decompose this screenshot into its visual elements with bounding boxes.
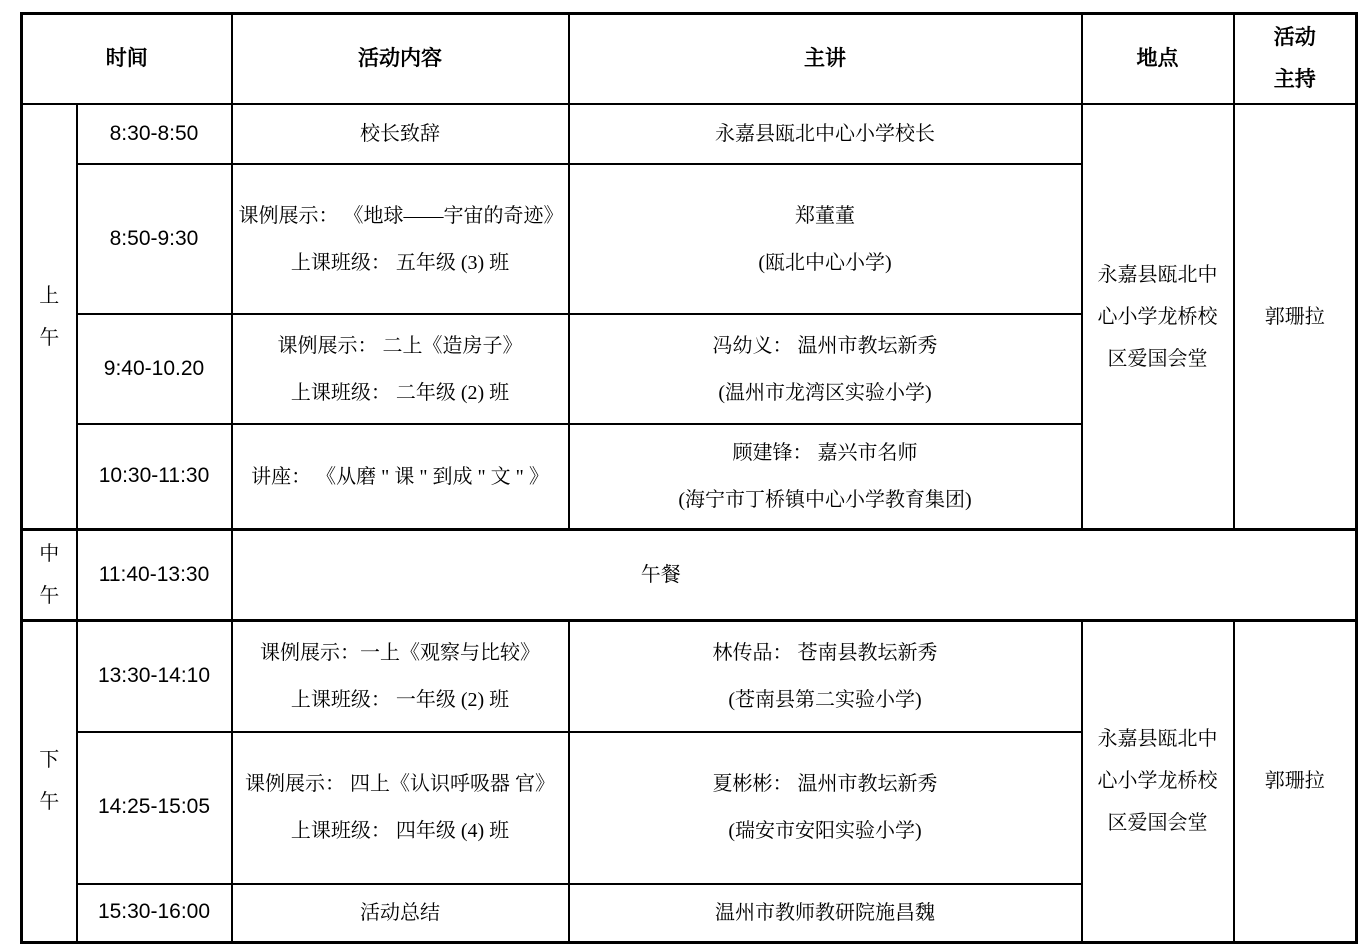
time-cell: 8:30-8:50 bbox=[77, 104, 232, 164]
activity-cell bbox=[232, 104, 569, 164]
header-time: 时间 bbox=[22, 14, 232, 105]
speaker-line: 永嘉县瓯北中心小学校长 bbox=[715, 123, 935, 145]
speaker-line: (苍南县第二实验小学) bbox=[728, 688, 922, 711]
table-row bbox=[22, 104, 1357, 164]
table-row bbox=[22, 621, 1357, 732]
period-morning-char2: 午 bbox=[39, 326, 60, 349]
period-noon-char1: 中 bbox=[39, 543, 60, 565]
speaker-line: 夏彬彬： 温州市教坛新秀 bbox=[712, 773, 938, 795]
period-morning-char1: 上 bbox=[39, 284, 60, 307]
time-cell: 13:30-14:10 bbox=[77, 621, 232, 732]
activity-line: 课例展示： 《地球——宇宙的奇迹》 bbox=[238, 204, 564, 227]
header-host bbox=[1234, 14, 1357, 105]
speaker-cell bbox=[569, 621, 1082, 732]
activity-cell bbox=[232, 314, 569, 424]
time-cell: 11:40-13:30 bbox=[77, 530, 232, 621]
header-location: 地点 bbox=[1082, 14, 1234, 105]
speaker-line: 冯幼义： 温州市教坛新秀 bbox=[712, 334, 938, 357]
speaker-cell bbox=[569, 424, 1082, 530]
header-activity: 活动内容 bbox=[232, 14, 569, 105]
activity-line: 课例展示： 四上《认识呼吸器 官》 bbox=[245, 773, 555, 795]
host-cell-afternoon: 郭珊拉 bbox=[1234, 621, 1357, 943]
speaker-cell bbox=[569, 164, 1082, 314]
period-morning bbox=[22, 104, 77, 530]
lunch-cell: 午餐 bbox=[232, 530, 1357, 621]
header-host-line1: 活动 bbox=[1273, 26, 1316, 49]
activity-cell bbox=[232, 621, 569, 732]
header-speaker: 主讲 bbox=[569, 14, 1082, 105]
period-noon bbox=[22, 530, 77, 621]
time-cell: 9:40-10.20 bbox=[77, 314, 232, 424]
header-host-line2: 主持 bbox=[1273, 68, 1316, 91]
time-cell: 10:30-11:30 bbox=[77, 424, 232, 530]
activity-cell bbox=[232, 424, 569, 530]
activity-line: 上课班级： 五年级 (3) 班 bbox=[290, 251, 510, 274]
speaker-line: (温州市龙湾区实验小学) bbox=[718, 381, 932, 404]
speaker-line: (瓯北中心小学) bbox=[758, 251, 892, 274]
period-noon-char2: 午 bbox=[39, 585, 60, 607]
speaker-line: 林传品： 苍南县教坛新秀 bbox=[712, 641, 938, 664]
speaker-cell bbox=[569, 884, 1082, 943]
speaker-cell bbox=[569, 104, 1082, 164]
activity-cell bbox=[232, 732, 569, 884]
activity-line: 讲座： 《从磨 " 课 " 到成 " 文 " 》 bbox=[251, 465, 549, 488]
speaker-line: (瑞安市安阳实验小学) bbox=[728, 820, 922, 842]
header-row bbox=[22, 14, 1357, 105]
schedule-table bbox=[20, 12, 1358, 944]
lunch-row bbox=[22, 530, 1357, 621]
period-afternoon-char2: 午 bbox=[39, 791, 60, 814]
period-afternoon-char1: 下 bbox=[39, 749, 60, 772]
activity-line: 上课班级： 一年级 (2) 班 bbox=[290, 688, 510, 711]
activity-cell bbox=[232, 884, 569, 943]
activity-line: 课例展示：一上《观察与比较》 bbox=[260, 641, 540, 664]
activity-line: 上课班级： 二年级 (2) 班 bbox=[290, 381, 510, 404]
speaker-line: 温州市教师教研院施昌魏 bbox=[715, 901, 935, 924]
activity-line: 活动总结 bbox=[360, 901, 440, 924]
time-cell: 14:25-15:05 bbox=[77, 732, 232, 884]
activity-line: 校长致辞 bbox=[360, 123, 440, 145]
location-cell-morning: 永嘉县瓯北中心小学龙桥校区爱国会堂 bbox=[1082, 104, 1234, 530]
time-cell: 8:50-9:30 bbox=[77, 164, 232, 314]
speaker-cell bbox=[569, 314, 1082, 424]
time-cell: 15:30-16:00 bbox=[77, 884, 232, 943]
activity-line: 课例展示： 二上《造房子》 bbox=[277, 334, 523, 357]
location-cell-afternoon: 永嘉县瓯北中心小学龙桥校区爱国会堂 bbox=[1082, 621, 1234, 943]
activity-cell bbox=[232, 164, 569, 314]
period-afternoon bbox=[22, 621, 77, 943]
host-cell-morning: 郭珊拉 bbox=[1234, 104, 1357, 530]
speaker-line: 郑董董 bbox=[795, 204, 855, 227]
speaker-cell bbox=[569, 732, 1082, 884]
activity-line: 上课班级： 四年级 (4) 班 bbox=[290, 820, 510, 842]
speaker-line: 顾建锋： 嘉兴市名师 bbox=[732, 442, 918, 464]
speaker-line: (海宁市丁桥镇中心小学教育集团) bbox=[678, 489, 972, 511]
